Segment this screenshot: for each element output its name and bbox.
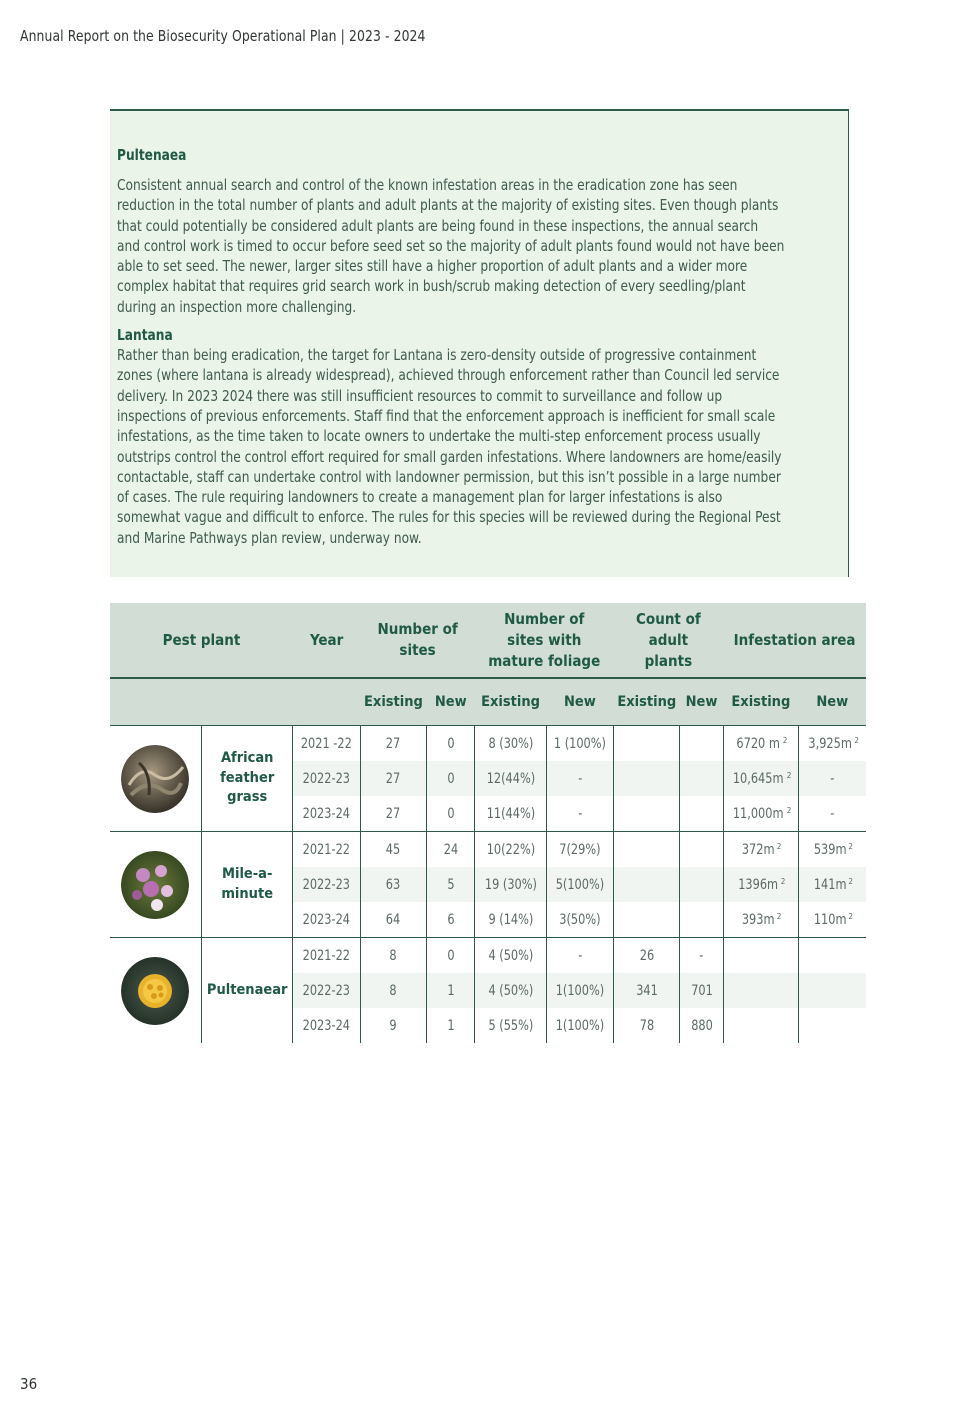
adults-new-cell — [680, 761, 723, 796]
mature-existing-cell: 12(44%) — [475, 761, 546, 796]
area-existing-cell: 372m $^2$ — [723, 832, 798, 868]
pultenaea-heading: Pultenaea — [117, 146, 187, 164]
sub-new: New — [680, 678, 723, 726]
sub-new: New — [546, 678, 613, 726]
area-new-cell — [799, 973, 866, 1008]
adults-new-cell — [680, 902, 723, 938]
mature-existing-cell: 5 (55%) — [475, 1008, 546, 1043]
mature-new-cell: 1(100%) — [546, 1008, 613, 1043]
mature-new-cell: 7(29%) — [546, 832, 613, 868]
sites-new-cell: 1 — [427, 1008, 475, 1043]
adults-existing-cell: 341 — [614, 973, 680, 1008]
sites-existing-cell: 8 — [360, 973, 426, 1008]
area-new-cell: - — [799, 796, 866, 832]
mature-new-cell: - — [546, 938, 613, 974]
sites-new-cell: 0 — [427, 796, 475, 832]
area-new-cell — [799, 1008, 866, 1043]
mature-new-cell: 1(100%) — [546, 973, 613, 1008]
mature-existing-cell: 4 (50%) — [475, 973, 546, 1008]
adults-existing-cell: 78 — [614, 1008, 680, 1043]
sites-existing-cell: 45 — [360, 832, 426, 868]
lantana-paragraph: Rather than being eradication, the target for Lantana is zero-density outside of progressive containment zones (where lantana is already widespread), achieved through enforcement rather than Council led service delivery. In 2023 2024 there was still insufficient resources to commit to surveillance and follow up inspections of previous enforcements. Staff find that the enforcement approach is inefficient for small scale infestations, as the time taken to locate owners to undertake the multi-step enforcement process usually outstrips control the control effort required for small garden infestations. Where landowners are home/easily contactable, staff can undertake control with landowner permission, but this isn’t possible in a large number of cases. The rule requiring landowners to create a management plan for larger infestations is also somewhat vague and difficult to enforce. The rules for this species will be reviewed during the Regional Pest and Marine Pathways plan review, underway now. — [117, 346, 782, 547]
sub-existing: Existing — [360, 678, 426, 726]
sites-new-cell: 0 — [427, 726, 475, 762]
year-cell: 2022-23 — [293, 867, 360, 902]
header-infestation-area: Infestation area — [723, 603, 866, 678]
adults-existing-cell — [614, 902, 680, 938]
area-new-cell: - — [799, 761, 866, 796]
area-new-cell: 110m $^2$ — [799, 902, 866, 938]
sites-new-cell: 6 — [427, 902, 475, 938]
mile-a-minute-photo — [110, 851, 201, 919]
header-adult-plants: Count of adult plants — [614, 603, 724, 678]
area-new-cell: 539m $^2$ — [799, 832, 866, 868]
adults-new-cell — [680, 832, 723, 868]
mature-new-cell: - — [546, 796, 613, 832]
area-new-cell: 3,925m $^2$ — [799, 726, 866, 762]
adults-existing-cell — [614, 726, 680, 762]
mature-existing-cell: 9 (14%) — [475, 902, 546, 938]
plant-name: Mile-a-minute — [201, 832, 292, 938]
year-cell: 2023-24 — [293, 796, 360, 832]
pultenaea-photo — [110, 957, 201, 1025]
mature-existing-cell: 8 (30%) — [475, 726, 546, 762]
area-existing-cell — [723, 938, 798, 974]
sites-existing-cell: 8 — [360, 938, 426, 974]
pultenaea-paragraph: Consistent annual search and control of the known infestation areas in the eradication zone has seen reduction in the total number of plants and adult plants at the majority of existing sites. Even though plants that could potentially be considered adult plants are being found in these inspections, the annual search and control work is timed to occur before seed set so the majority of adult plants found would not have been able to set seed. The newer, larger sites still have a higher proportion of adult plants and a wider more complex habitat that requires grid search work in bush/scrub making detection of every seedling/plant during an inspection more challenging. — [117, 176, 785, 316]
adults-existing-cell: 26 — [614, 938, 680, 974]
adults-existing-cell — [614, 796, 680, 832]
sub-new: New — [427, 678, 475, 726]
area-existing-cell — [723, 1008, 798, 1043]
area-existing-cell: 393m $^2$ — [723, 902, 798, 938]
table-row — [110, 938, 866, 974]
page-number: 36 — [20, 1375, 38, 1393]
table-row — [110, 832, 866, 868]
area-existing-cell — [723, 973, 798, 1008]
year-cell: 2021-22 — [293, 832, 360, 868]
mature-existing-cell: 19 (30%) — [475, 867, 546, 902]
mature-new-cell: 5(100%) — [546, 867, 613, 902]
adults-new-cell — [680, 726, 723, 762]
mature-existing-cell: 11(44%) — [475, 796, 546, 832]
year-cell: 2022-23 — [293, 761, 360, 796]
sites-new-cell: 0 — [427, 938, 475, 974]
header-number-of-sites: Number of sites — [360, 603, 475, 678]
plant-photo — [110, 938, 201, 1044]
page-header: Annual Report on the Biosecurity Operational Plan | 2023 - 2024 — [20, 27, 426, 45]
sub-existing: Existing — [614, 678, 680, 726]
header-year: Year — [293, 603, 360, 678]
adults-existing-cell — [614, 867, 680, 902]
adults-new-cell: 701 — [680, 973, 723, 1008]
year-cell: 2023-24 — [293, 1008, 360, 1043]
sites-existing-cell: 27 — [360, 726, 426, 762]
sites-new-cell: 24 — [427, 832, 475, 868]
sub-existing: Existing — [723, 678, 798, 726]
plant-name: African feather grass — [201, 726, 292, 832]
mature-new-cell: 1 (100%) — [546, 726, 613, 762]
area-existing-cell: 1396m $^2$ — [723, 867, 798, 902]
year-cell: 2021-22 — [293, 938, 360, 974]
area-existing-cell: 6720 m $^2$ — [723, 726, 798, 762]
header-mature-foliage: Number of sites with mature foliage — [475, 603, 614, 678]
header-pest-plant: Pest plant — [110, 603, 293, 678]
sites-new-cell: 1 — [427, 973, 475, 1008]
adults-new-cell: 880 — [680, 1008, 723, 1043]
sub-new: New — [799, 678, 866, 726]
pest-plant-table — [110, 603, 866, 1043]
adults-new-cell — [680, 867, 723, 902]
sub-existing: Existing — [475, 678, 546, 726]
area-existing-cell: 11,000m $^2$ — [723, 796, 798, 832]
sites-existing-cell: 9 — [360, 1008, 426, 1043]
sites-existing-cell: 27 — [360, 796, 426, 832]
adults-new-cell — [680, 796, 723, 832]
lantana-heading: Lantana — [117, 326, 173, 345]
sites-new-cell: 5 — [427, 867, 475, 902]
plant-photo — [110, 726, 201, 832]
year-cell: 2023-24 — [293, 902, 360, 938]
mature-new-cell: 3(50%) — [546, 902, 613, 938]
adults-existing-cell — [614, 761, 680, 796]
year-cell: 2021 -22 — [293, 726, 360, 762]
mature-existing-cell: 4 (50%) — [475, 938, 546, 974]
year-cell: 2022-23 — [293, 973, 360, 1008]
mature-existing-cell: 10(22%) — [475, 832, 546, 868]
adults-existing-cell — [614, 832, 680, 868]
area-new-cell — [799, 938, 866, 974]
plant-photo — [110, 832, 201, 938]
plant-name: Pultenaear — [201, 938, 292, 1044]
sites-existing-cell: 27 — [360, 761, 426, 796]
adults-new-cell: - — [680, 938, 723, 974]
sites-existing-cell: 63 — [360, 867, 426, 902]
sites-existing-cell: 64 — [360, 902, 426, 938]
sites-new-cell: 0 — [427, 761, 475, 796]
area-existing-cell: 10,645m $^2$ — [723, 761, 798, 796]
african-feather-grass-photo — [110, 745, 201, 813]
area-new-cell: 141m $^2$ — [799, 867, 866, 902]
table-row — [110, 726, 866, 762]
mature-new-cell: - — [546, 761, 613, 796]
info-callout — [110, 109, 849, 577]
